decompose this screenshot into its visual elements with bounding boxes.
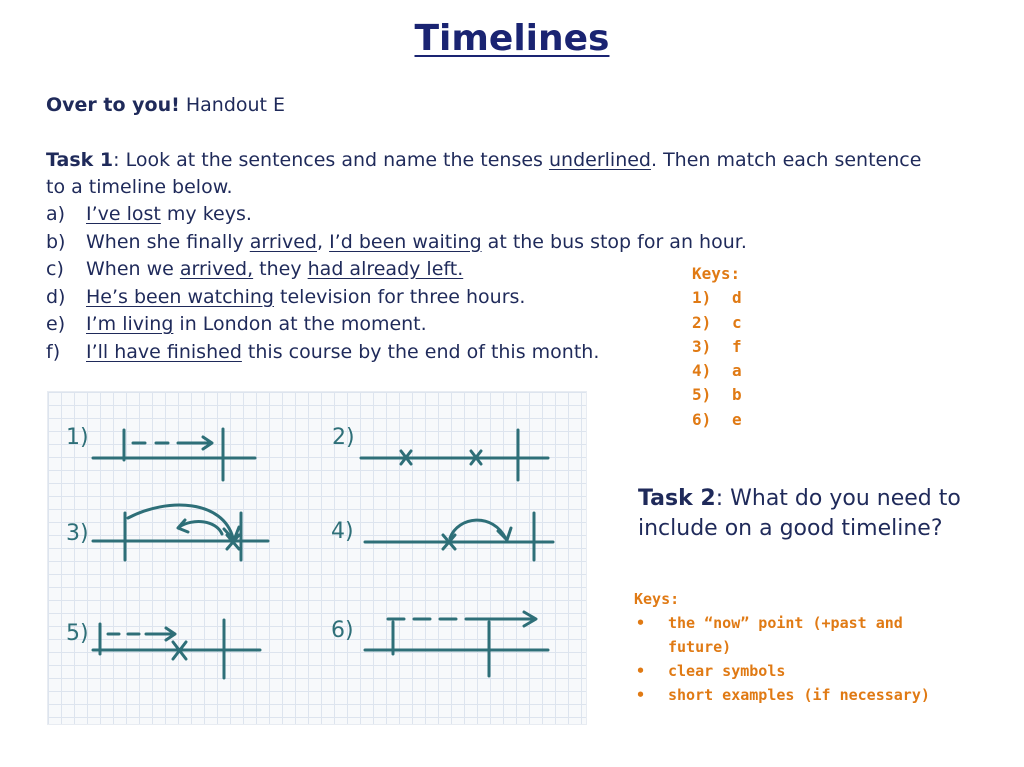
keys-task2-heading: Keys: (634, 590, 680, 608)
sentence-text: , (316, 230, 330, 253)
underlined-tense: I’m living (86, 313, 174, 335)
timeline-label: 1) (66, 425, 89, 450)
key-answer: a (732, 361, 742, 381)
key-bullet-item: • clear symbols (634, 659, 974, 683)
key-number: 5) (692, 385, 712, 405)
key-number: 6) (692, 409, 712, 429)
task1-label: Task 1 (46, 149, 114, 171)
key-number: 2) (692, 312, 712, 332)
sentence-text: at the bus stop for an hour. (481, 230, 747, 253)
key-answer: b (732, 385, 742, 405)
keys-task1-heading: Keys: (692, 264, 741, 283)
task1-text-a: : Look at the sentences and name the tenses (113, 149, 549, 171)
sentence-text: my keys. (160, 203, 252, 225)
timeline-4 (365, 513, 553, 560)
key-answer: f (732, 336, 742, 356)
timeline-label: 3) (66, 521, 89, 546)
sentence-item (46, 284, 747, 312)
intro-line (46, 94, 285, 116)
underlined-tense: I’ll have finished (86, 340, 242, 363)
keys-task2-list (634, 611, 974, 707)
key-answer: d (732, 288, 742, 308)
key-item (692, 311, 742, 335)
underlined-tense: I’ve lost (86, 203, 161, 225)
timeline-6 (365, 612, 548, 676)
sentence-text: When we (86, 258, 180, 280)
timelines-handdrawn-image (47, 391, 587, 725)
underlined-tense: arrived, (179, 258, 254, 280)
sentence-letter: b) (46, 230, 66, 253)
timeline-label: 2) (332, 425, 355, 450)
key-item (692, 335, 742, 359)
timeline-label: 5) (66, 621, 89, 646)
timeline-label: 6) (331, 618, 354, 643)
sentence-item (46, 336, 747, 367)
key-answer: e (732, 409, 742, 429)
timeline-5 (93, 620, 260, 678)
timeline-2 (361, 430, 548, 480)
sentence-item (46, 229, 747, 257)
intro-handout: Handout E (185, 94, 286, 116)
sentence-item (46, 201, 747, 229)
task1-underlined-word: underlined (548, 149, 651, 171)
task2-text: : What do you need to include on a good timeline? (638, 486, 961, 541)
sentence-text: they (253, 258, 308, 280)
key-number: 4) (692, 361, 712, 381)
sentence-letter: d) (46, 285, 66, 308)
sentence-text: television for three hours. (273, 285, 526, 308)
sentence-item (46, 256, 747, 284)
key-item (692, 408, 742, 432)
page-title: Timelines (414, 18, 610, 59)
key-bullet-item: • the “now” point (+past and future) (634, 611, 974, 659)
task1-instructions (46, 147, 926, 201)
task1-text-b: . Then match each sentence to a timeline below. (46, 149, 922, 198)
key-number: 3) (692, 336, 712, 356)
sentence-letter: c) (46, 258, 64, 280)
sentence-text: in London at the moment. (173, 313, 427, 335)
key-bullet-item: • short examples (if necessary) (634, 683, 974, 707)
sentence-text: When she finally (86, 230, 250, 253)
key-item (692, 359, 742, 383)
task2-label: Task 2 (638, 486, 716, 511)
underlined-tense: had already left. (307, 258, 464, 280)
sentence-letter: f) (46, 340, 61, 363)
sentence-list (46, 201, 747, 366)
keys-task1 (692, 262, 742, 432)
key-item (692, 286, 742, 310)
keys-task2 (634, 587, 974, 707)
sentence-text: this course by the end of this month. (241, 340, 600, 363)
underlined-tense: I’d been waiting (329, 230, 482, 253)
key-item (692, 383, 742, 407)
timeline-1 (93, 429, 255, 480)
underlined-tense: arrived (249, 230, 317, 253)
sentence-item (46, 311, 747, 339)
intro-label: Over to you! (46, 94, 180, 116)
timelines-drawing (48, 392, 586, 724)
timeline-label: 4) (331, 519, 354, 544)
timeline-strokes (93, 429, 553, 678)
sentence-letter: e) (46, 313, 66, 335)
timeline-3 (93, 505, 268, 560)
underlined-tense: He’s been watching (86, 285, 274, 308)
key-number: 1) (692, 288, 712, 308)
task2-question (638, 484, 978, 544)
key-answer: c (732, 312, 742, 332)
sentence-letter: a) (46, 203, 66, 225)
